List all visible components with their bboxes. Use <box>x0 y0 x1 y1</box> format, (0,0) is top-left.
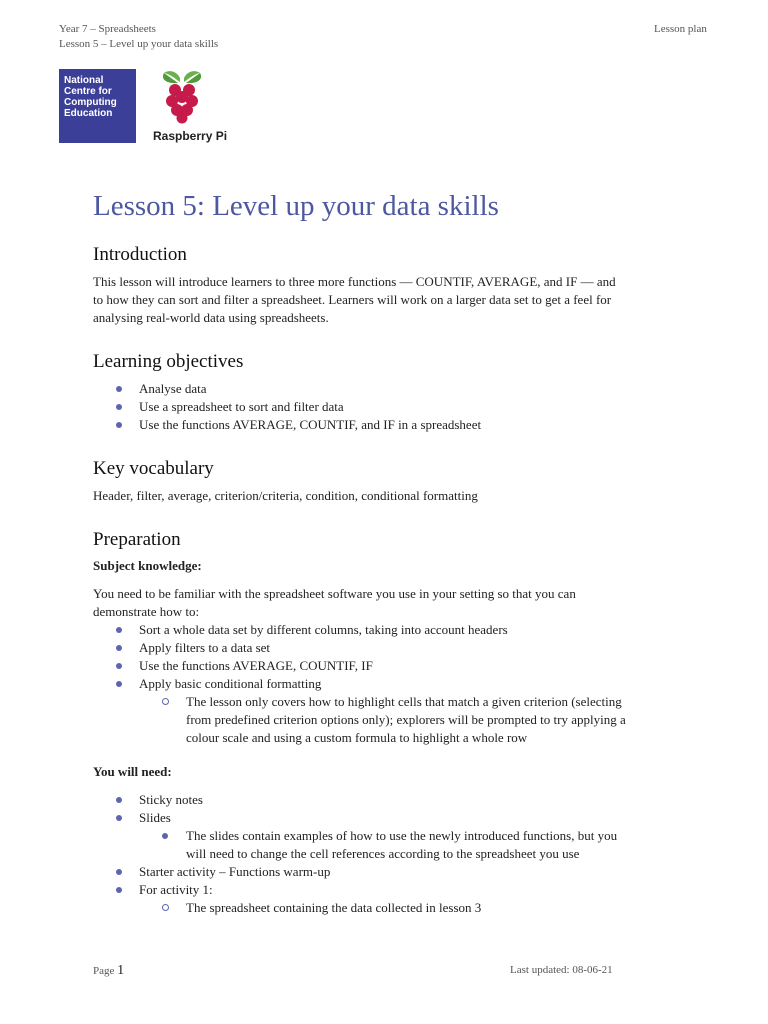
introduction-heading: Introduction <box>93 244 187 265</box>
list-item: Sort a whole data set by different columns, taking into account headers <box>93 621 683 639</box>
sub-list-item <box>93 693 683 747</box>
sub-note-line: from predefined criterion options only); explorers will be prompted to try applying a <box>186 712 626 727</box>
list-item: Use the functions AVERAGE, COUNTIF, and IF in a spreadsheet <box>93 416 683 434</box>
lesson-content <box>93 188 683 917</box>
ncce-logo-line: Computing <box>64 97 117 108</box>
page-number-value: 1 <box>117 963 125 978</box>
list-item: Apply basic conditional formatting <box>93 675 683 693</box>
raspberry-pi-logo <box>150 68 240 146</box>
subject-knowledge-line: demonstrate how to: <box>93 604 200 619</box>
sub-list-item: The spreadsheet containing the data collected in lesson 3 <box>93 899 683 917</box>
slides-note-line: will need to change the cell references according to the spreadsheet you use <box>186 846 580 861</box>
page-number <box>93 963 124 979</box>
vocabulary-heading: Key vocabulary <box>93 458 214 479</box>
list-item: Slides <box>93 809 683 827</box>
subject-knowledge-label: Subject knowledge: <box>93 558 202 573</box>
subject-knowledge-line: You need to be familiar with the spreadsheet software you use in your setting so that you can <box>93 586 576 601</box>
materials-list <box>93 791 683 917</box>
introduction-line: to how they can sort and filter a spreadsheet. Learners will work on a larger data set to get a feel for <box>93 292 612 307</box>
introduction-line: analysing real-world data using spreadsheets. <box>93 310 329 325</box>
vocabulary-text: Header, filter, average, criterion/criteria, condition, conditional formatting <box>93 488 478 503</box>
list-item: Apply filters to a data set <box>93 639 683 657</box>
last-updated: Last updated: 08-06-21 <box>510 964 613 976</box>
list-item: Starter activity – Functions warm-up <box>93 863 683 881</box>
ncce-logo-line: Education <box>64 108 113 119</box>
skills-list <box>93 621 683 747</box>
subject-knowledge-intro <box>93 585 683 621</box>
list-item: For activity 1: <box>93 881 683 899</box>
header-doc-type: Lesson plan <box>654 23 707 35</box>
ncce-logo-line: Centre for <box>64 86 112 97</box>
header-course: Year 7 – Spreadsheets <box>59 23 156 35</box>
you-will-need-label: You will need: <box>93 764 172 779</box>
sub-list-item <box>93 827 683 863</box>
list-item: Sticky notes <box>93 791 683 809</box>
running-header <box>59 22 218 52</box>
list-item: Use a spreadsheet to sort and filter data <box>93 398 683 416</box>
ncce-logo <box>59 69 136 143</box>
slides-note-line: The slides contain examples of how to use the newly introduced functions, but you <box>186 828 618 843</box>
page-label: Page <box>93 965 115 977</box>
header-lesson: Lesson 5 – Level up your data skills <box>59 38 219 50</box>
preparation-heading: Preparation <box>93 529 181 550</box>
sub-note-line: colour scale and using a custom formula to highlight a whole row <box>186 730 528 745</box>
ncce-logo-line: National <box>64 75 104 86</box>
page-title: Lesson 5: Level up your data skills <box>93 190 499 222</box>
list-item: Analyse data <box>93 380 683 398</box>
raspberry-icon <box>150 68 240 128</box>
raspberry-pi-wordmark: Raspberry Pi <box>153 129 228 143</box>
introduction-line: This lesson will introduce learners to three more functions — COUNTIF, AVERAGE, and IF — and <box>93 274 616 289</box>
sub-note-line: The lesson only covers how to highlight cells that match a given criterion (selecting <box>186 694 622 709</box>
objectives-heading: Learning objectives <box>93 351 244 372</box>
introduction-paragraph <box>93 273 683 327</box>
objectives-list <box>93 380 683 434</box>
list-item: Use the functions AVERAGE, COUNTIF, IF <box>93 657 683 675</box>
